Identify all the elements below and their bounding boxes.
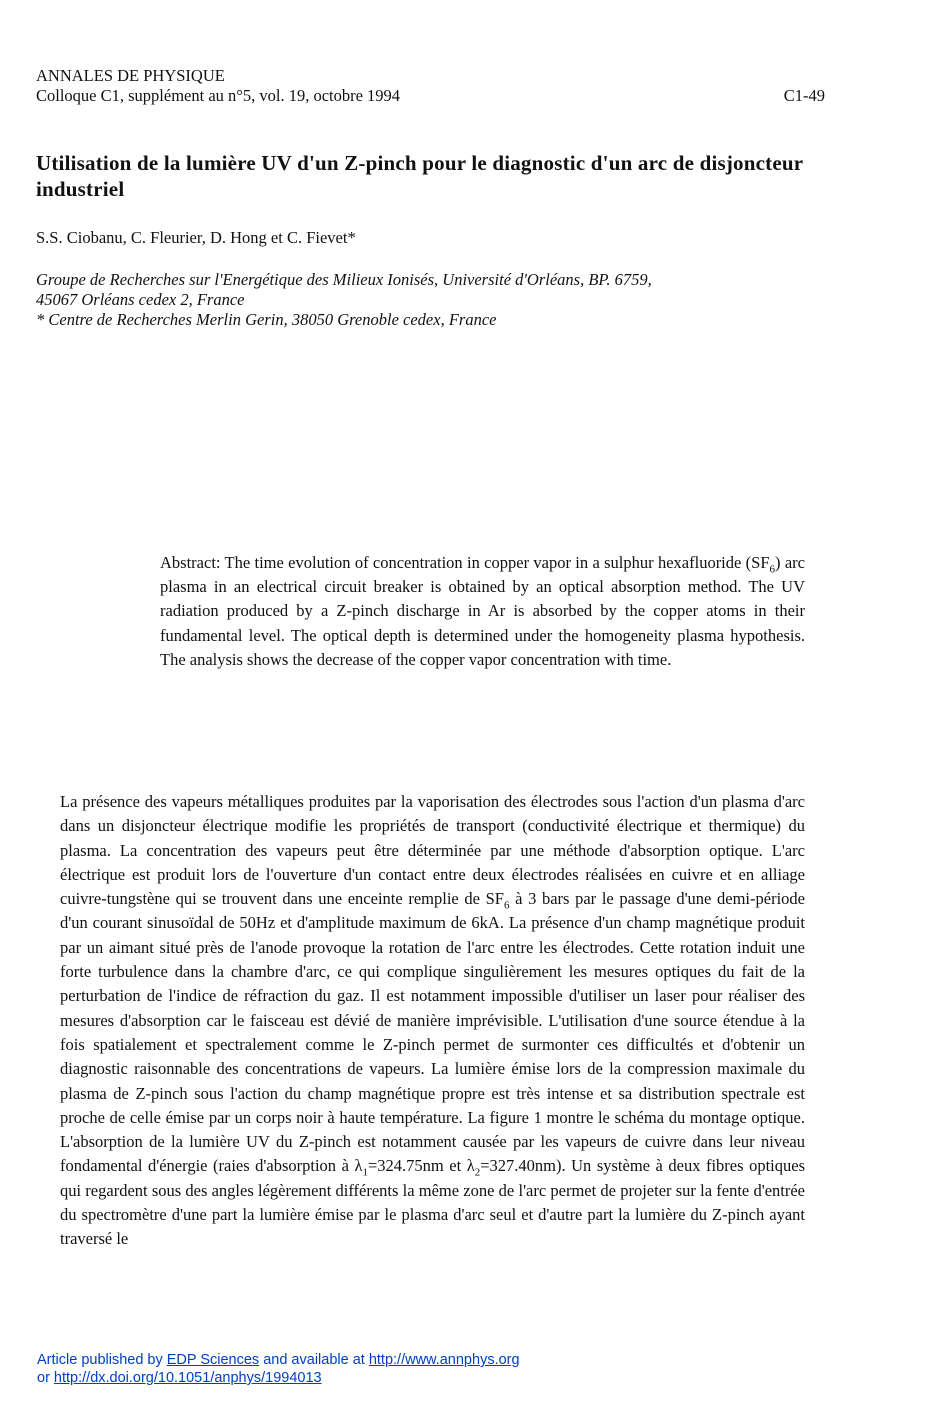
edp-sciences-link[interactable]: EDP Sciences xyxy=(166,1352,260,1368)
abstract-subscript: 6 xyxy=(769,563,776,576)
colloque-line: Colloque C1, supplément au n°5, vol. 19, octobre 1994 xyxy=(36,86,401,105)
publisher-footer xyxy=(37,1351,520,1387)
footer-text-2: and available at xyxy=(259,1352,369,1368)
footer-text-3: or xyxy=(37,1370,54,1386)
journal-name: ANNALES DE PHYSIQUE xyxy=(36,66,225,85)
abstract-text-2: ) arc plasma in an electrical circuit breaker is obtained by an optical absorption method. The UV radiation produced by a Z-pinch discharge in Ar is absorbed by the copper atoms in their fundamental level. The optical depth is determined under the homogeneity plasma hypothesis. The analysis shows the decrease of the copper vapor concentration with time. xyxy=(160,553,806,669)
abstract-text-1: Abstract: The time evolution of concentration in copper vapor in a sulphur hexafluoride (SF xyxy=(160,553,770,572)
body-paragraph xyxy=(60,790,805,1252)
affiliations xyxy=(36,270,856,330)
body-text-2: à 3 bars par le passage d'une demi-période d'un courant sinusoïdal de 50Hz et d'amplitude maximum de 6kA. La présence d'un champ magnétique produit par un aimant situé près de l'anode provoque la rotation de l'arc entre les électrodes. Cette rotation induit une forte turbulence dans la chambre d'arc, ce qui complique singulièrement les mesures optiques du fait de la perturbation de l'indice de réfraction du gaz. Il est notamment impossible d'utiliser un laser pour réaliser des mesures d'absorption car le faisceau est dévié de manière imprévisible. L'utilisation d'une source étendue à la fois spatialement et spectralement comme le Z-pinch permet de surmonter ces difficultés et d'obtenir un diagnostic raisonnable des concentrations de vapeurs. La lumière émise lors de la compression maximale du plasma de Z-pinch sous l'action du champ magnétique propre est très intense et sa distribution spectrale est proche de celle émise par un corps noir à haute température. La figure 1 montre le schéma du montage optique. L'absorption de la lumière UV du Z-pinch est notamment causée par les vapeurs de cuivre dans leur niveau fondamental d'énergie (raies d'absorption à λ xyxy=(60,889,805,1176)
affiliation-line-3: * Centre de Recherches Merlin Gerin, 38050 Grenoble cedex, France xyxy=(36,310,497,329)
annphys-link[interactable]: http://www.annphys.org xyxy=(368,1352,520,1368)
affiliation-line-2: 45067 Orléans cedex 2, France xyxy=(36,290,245,309)
authors: S.S. Ciobanu, C. Fleurier, D. Hong et C. Fievet* xyxy=(36,228,356,247)
footer-line-1 xyxy=(37,1351,520,1369)
footer-text-1: Article published by xyxy=(37,1352,167,1368)
doi-link[interactable]: http://dx.doi.org/10.1051/anphys/1994013 xyxy=(53,1370,322,1386)
body-text-1: La présence des vapeurs métalliques produites par la vaporisation des électrodes sous l'action d'un plasma d'arc dans un disjoncteur électrique modifie les propriétés de transport (conductivité électrique et thermique) du plasma. La concentration des vapeurs peut être déterminée par une méthode d'absorption optique. L'arc électrique est produit lors de l'ouverture d'un contact entre deux électrodes réalisées en cuivre et en alliage cuivre-tungstène qui se trouvent dans une enceinte remplie de SF xyxy=(60,792,805,909)
body-subscript-1: 1 xyxy=(362,1166,368,1179)
body-text-3: =324.75nm et λ xyxy=(367,1156,475,1176)
body-text-4: =327.40nm). Un système à deux fibres optiques qui regardent sous des angles légèrement différents la même zone de l'arc permet de projeter sur la fente d'entrée du spectromètre d'une part la lumière émise par le plasma d'arc seul et d'autre part la lumière du Z-pinch ayant traversé le xyxy=(60,1156,805,1249)
page-number: C1-49 xyxy=(783,86,825,105)
footer-line-2 xyxy=(37,1369,520,1387)
body-subscript-2: 2 xyxy=(474,1166,481,1179)
abstract xyxy=(160,551,805,672)
journal-header xyxy=(36,66,400,106)
affiliation-line-1: Groupe de Recherches sur l'Energétique des Milieux Ionisés, Université d'Orléans, BP. 6759, xyxy=(36,270,652,289)
body-subscript-sf6: 6 xyxy=(503,899,510,912)
paper-title: Utilisation de la lumière UV d'un Z-pinch pour le diagnostic d'un arc de disjoncteur industriel xyxy=(36,151,803,201)
